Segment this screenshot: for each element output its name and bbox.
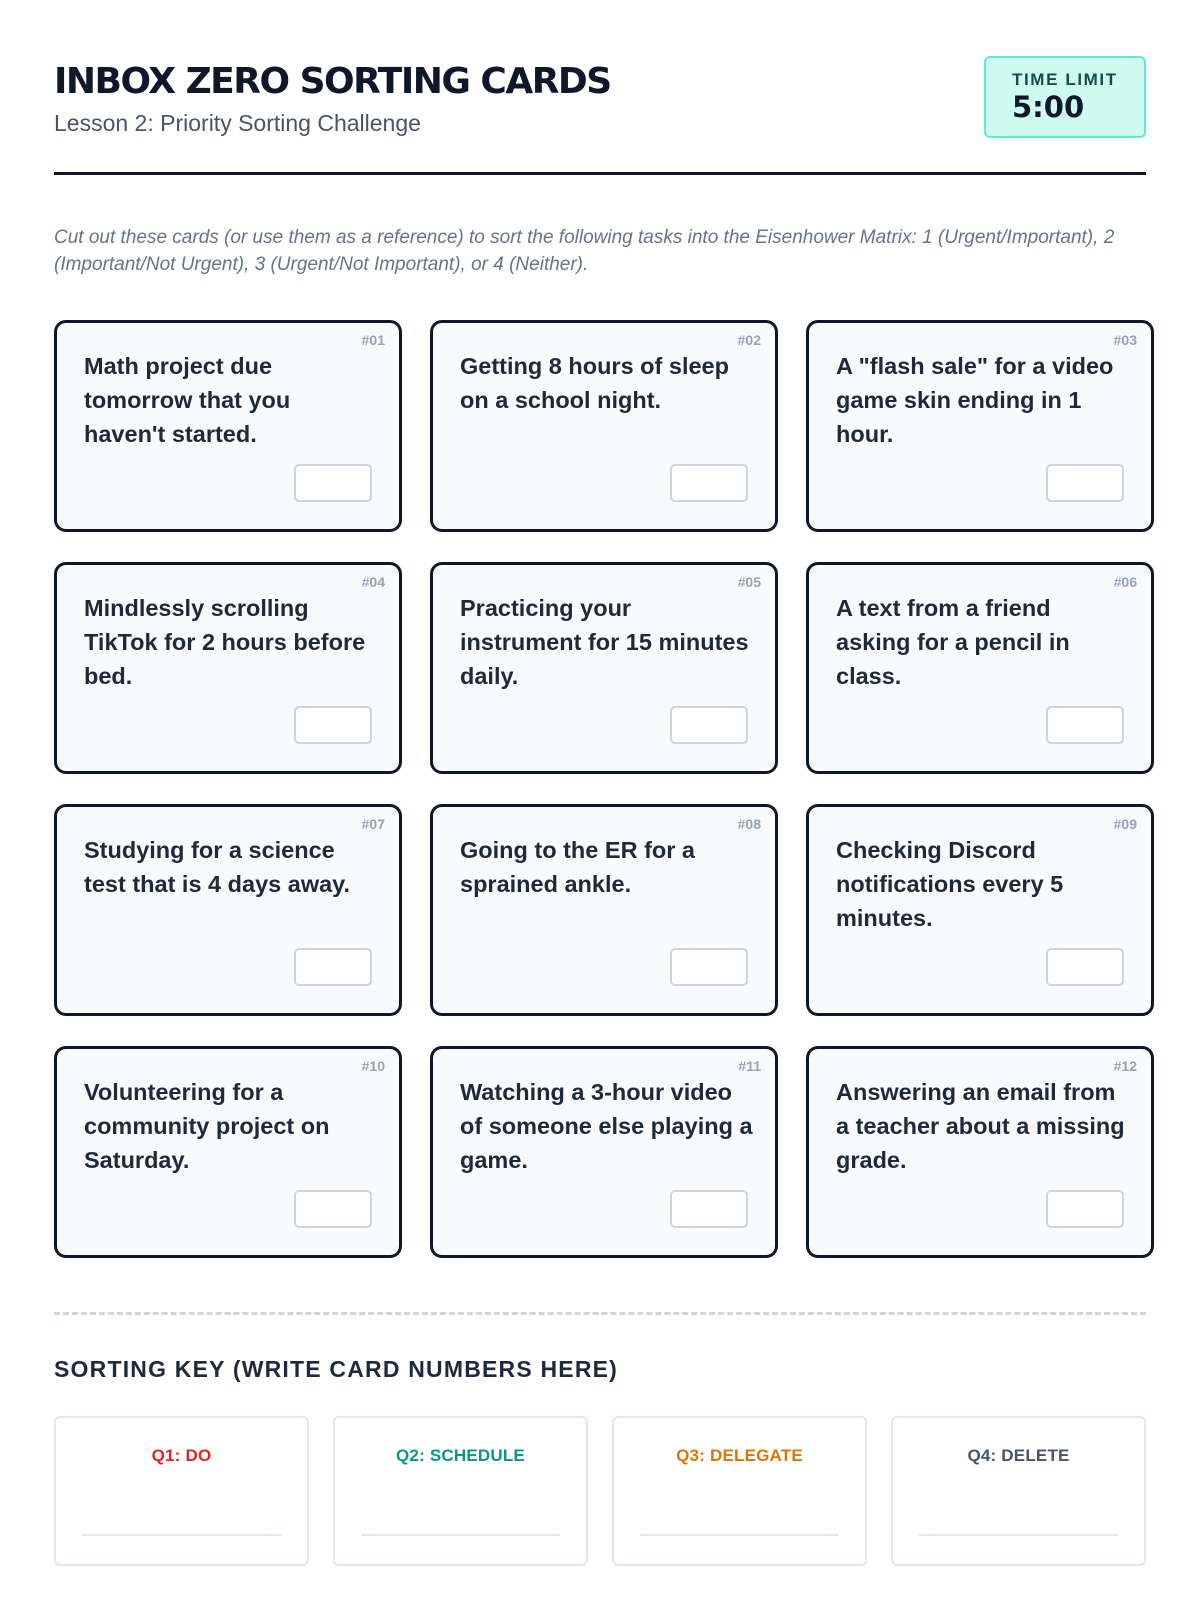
task-card-08 xyxy=(430,804,778,1016)
card-text: Volunteering for a community project on Saturday. xyxy=(84,1079,330,1173)
task-card-09 xyxy=(806,804,1154,1016)
page-subtitle: Lesson 2: Priority Sorting Challenge xyxy=(54,110,421,136)
card-number: #07 xyxy=(361,816,385,832)
quadrant-q3-box[interactable] xyxy=(612,1416,867,1566)
quadrant-label: Q1: DO xyxy=(151,1446,212,1465)
card-answer-box[interactable] xyxy=(1046,948,1124,986)
instructions: Cut out these cards (or use them as a reference) to sort the following tasks into the Eisenhower Matrix: 1 (Urgent/Important), 2 (Important/Not Urgent), 3 (Urgent/Not Important), or 4 (Neither). xyxy=(54,227,1115,275)
card-grid xyxy=(54,320,1146,1258)
card-number: #09 xyxy=(1113,816,1137,832)
quadrant-q4-box[interactable] xyxy=(891,1416,1146,1566)
quadrant-label: Q2: SCHEDULE xyxy=(396,1446,525,1465)
quadrant-label: Q3: DELEGATE xyxy=(676,1446,803,1465)
card-number: #05 xyxy=(737,574,761,590)
card-answer-box[interactable] xyxy=(294,948,372,986)
task-card-01 xyxy=(54,320,402,532)
time-limit-label: TIME LIMIT xyxy=(1012,70,1118,89)
task-card-11 xyxy=(430,1046,778,1258)
card-text: Practicing your instrument for 15 minutes daily. xyxy=(460,595,749,689)
quadrant-q2-box[interactable] xyxy=(333,1416,588,1566)
card-answer-box[interactable] xyxy=(294,464,372,502)
write-line xyxy=(82,1534,281,1536)
card-number: #01 xyxy=(361,332,385,348)
task-card-02 xyxy=(430,320,778,532)
card-answer-box[interactable] xyxy=(294,1190,372,1228)
sorting-key-title: SORTING KEY (WRITE CARD NUMBERS HERE) xyxy=(54,1356,619,1382)
quadrant-label: Q4: DELETE xyxy=(967,1446,1070,1465)
card-answer-box[interactable] xyxy=(294,706,372,744)
card-text: Answering an email from a teacher about a missing grade. xyxy=(836,1079,1125,1173)
task-card-06 xyxy=(806,562,1154,774)
task-card-07 xyxy=(54,804,402,1016)
task-card-12 xyxy=(806,1046,1154,1258)
card-number: #08 xyxy=(737,816,761,832)
task-card-10 xyxy=(54,1046,402,1258)
card-answer-box[interactable] xyxy=(1046,706,1124,744)
card-text: Watching a 3-hour video of someone else playing a game. xyxy=(460,1079,753,1173)
time-limit-value: 5:00 xyxy=(1012,90,1085,124)
task-card-03 xyxy=(806,320,1154,532)
header xyxy=(54,54,1146,175)
card-answer-box[interactable] xyxy=(1046,1190,1124,1228)
quadrant-q1-box[interactable] xyxy=(54,1416,309,1566)
card-number: #04 xyxy=(361,574,385,590)
card-answer-box[interactable] xyxy=(670,706,748,744)
card-answer-box[interactable] xyxy=(1046,464,1124,502)
card-answer-box[interactable] xyxy=(670,948,748,986)
card-number: #06 xyxy=(1113,574,1137,590)
card-text: A "flash sale" for a video game skin ending in 1 hour. xyxy=(836,353,1114,447)
card-text: A text from a friend asking for a pencil in class. xyxy=(836,595,1070,689)
card-text: Mindlessly scrolling TikTok for 2 hours before bed. xyxy=(84,595,366,689)
write-line xyxy=(919,1534,1118,1536)
page-title: INBOX ZERO SORTING CARDS xyxy=(54,61,611,102)
sorting-key-grid xyxy=(54,1416,1146,1566)
card-text: Getting 8 hours of sleep on a school night. xyxy=(460,353,729,413)
card-number: #03 xyxy=(1113,332,1137,348)
card-number: #11 xyxy=(738,1058,761,1074)
time-limit-badge xyxy=(984,56,1146,138)
card-number: #10 xyxy=(361,1058,385,1074)
task-card-05 xyxy=(430,562,778,774)
card-answer-box[interactable] xyxy=(670,1190,748,1228)
card-number: #12 xyxy=(1113,1058,1137,1074)
write-line xyxy=(361,1534,560,1536)
card-text: Math project due tomorrow that you haven't started. xyxy=(84,353,291,447)
task-card-04 xyxy=(54,562,402,774)
card-answer-box[interactable] xyxy=(670,464,748,502)
cut-line-divider xyxy=(54,1312,1146,1315)
card-number: #02 xyxy=(737,332,761,348)
write-line xyxy=(640,1534,839,1536)
card-text: Checking Discord notifications every 5 minutes. xyxy=(836,837,1064,931)
card-text: Studying for a science test that is 4 days away. xyxy=(84,837,351,897)
worksheet-page xyxy=(54,0,1146,1600)
card-text: Going to the ER for a sprained ankle. xyxy=(460,837,695,897)
